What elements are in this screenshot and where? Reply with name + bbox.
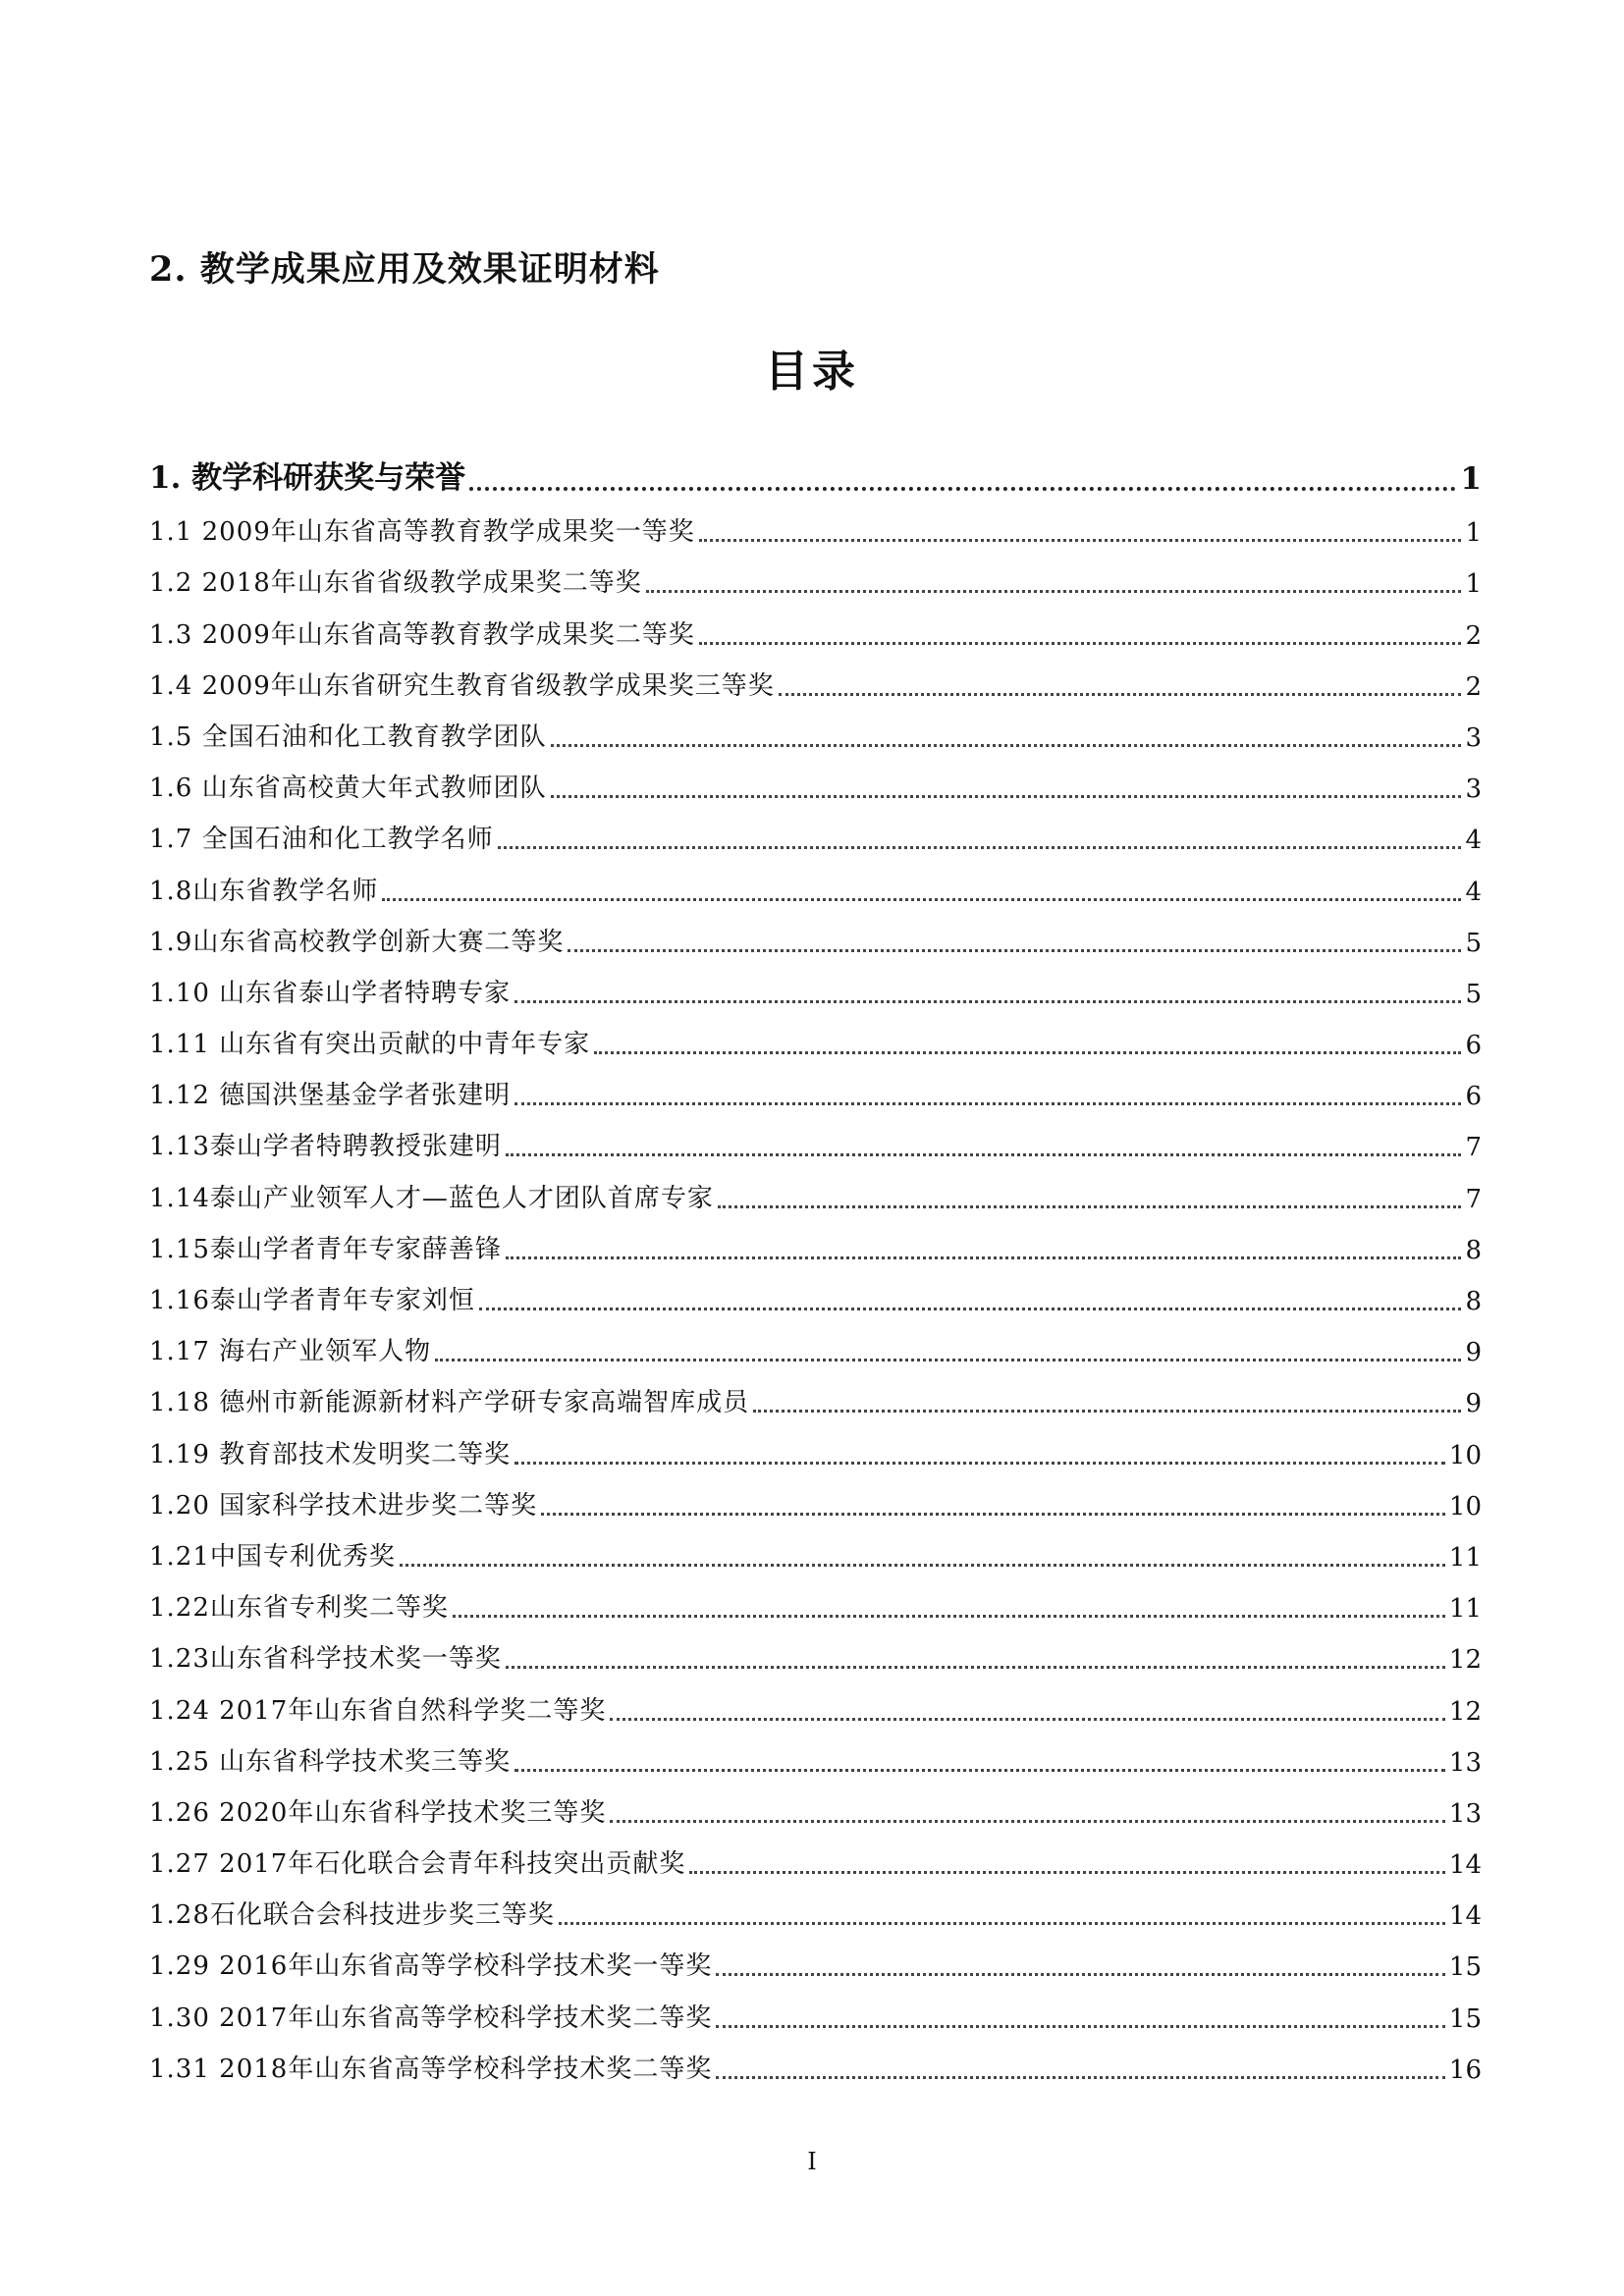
toc-page-number: 8 bbox=[1465, 1235, 1482, 1265]
toc-page-number: 16 bbox=[1448, 2055, 1482, 2085]
toc-entry[interactable] bbox=[149, 1731, 1482, 1782]
toc-dot-leader bbox=[514, 1769, 1445, 1772]
toc-dot-leader bbox=[610, 1718, 1445, 1721]
toc-dot-leader bbox=[568, 949, 1461, 952]
toc-entry-label: 1.17 海右产业领军人物 bbox=[149, 1337, 432, 1367]
toc-page-number: 2 bbox=[1465, 671, 1482, 702]
toc-entry[interactable] bbox=[149, 1679, 1482, 1730]
toc-entry[interactable] bbox=[149, 1935, 1482, 1986]
toc-page-number: 15 bbox=[1448, 2003, 1482, 2034]
toc-entry-label: 1. 教学科研获奖与荣誉 bbox=[149, 460, 466, 496]
toc-entry-label: 1.6 山东省高校黄大年式教师团队 bbox=[149, 774, 547, 804]
toc-main-entry[interactable] bbox=[149, 442, 1482, 501]
toc-page-number: 1 bbox=[1460, 461, 1482, 497]
toc-entry-label: 1.7 全国石油和化工教学名师 bbox=[149, 825, 494, 855]
toc-entry-label: 1.19 教育部技术发明奖二等奖 bbox=[149, 1439, 512, 1469]
toc-entry-label: 1.22山东省专利奖二等奖 bbox=[149, 1593, 449, 1624]
toc-entry[interactable] bbox=[149, 501, 1482, 552]
toc-entry-label: 1.31 2018年山东省高等学校科学技术奖二等奖 bbox=[149, 2054, 713, 2084]
toc-page-number: 7 bbox=[1465, 1133, 1482, 1163]
toc-entry[interactable] bbox=[149, 1525, 1482, 1576]
toc-entry-label: 1.30 2017年山东省高等学校科学技术奖二等奖 bbox=[149, 2002, 713, 2033]
toc-page-number: 2 bbox=[1465, 620, 1482, 651]
toc-entry[interactable] bbox=[149, 1986, 1482, 2037]
toc-entry-label: 1.16泰山学者青年专家刘恒 bbox=[149, 1286, 475, 1315]
toc-dot-leader bbox=[699, 642, 1462, 645]
toc-dot-leader bbox=[506, 1666, 1445, 1669]
toc-entry[interactable] bbox=[149, 1320, 1482, 1371]
toc-page-number: 14 bbox=[1448, 1901, 1482, 1932]
toc-page-number: 11 bbox=[1448, 1542, 1482, 1573]
toc-page-number: 12 bbox=[1448, 1645, 1482, 1676]
toc-entry[interactable] bbox=[149, 1884, 1482, 1935]
toc-page-number: 1 bbox=[1465, 518, 1482, 549]
toc-entry-label: 1.4 2009年山东省研究生教育省级教学成果奖三等奖 bbox=[149, 670, 775, 701]
section-heading: 2. 教学成果应用及效果证明材料 bbox=[149, 249, 660, 290]
toc-entry[interactable] bbox=[149, 1115, 1482, 1166]
toc-entry-label: 1.23山东省科学技术奖一等奖 bbox=[149, 1644, 502, 1675]
toc-dot-leader bbox=[716, 2076, 1445, 2079]
toc-page-number: 3 bbox=[1465, 722, 1482, 753]
toc-dot-leader bbox=[506, 1153, 1462, 1156]
toc-dot-leader bbox=[514, 1102, 1461, 1105]
toc-entry[interactable] bbox=[149, 1064, 1482, 1115]
toc-entry[interactable] bbox=[149, 1371, 1482, 1422]
toc-entry-label: 1.12 德国洪堡基金学者张建明 bbox=[149, 1081, 512, 1111]
toc-dot-leader bbox=[779, 693, 1462, 696]
toc-entry-label: 1.25 山东省科学技术奖三等奖 bbox=[149, 1746, 512, 1777]
toc-entry-label: 1.15泰山学者青年专家薛善锋 bbox=[149, 1234, 502, 1264]
toc-dot-leader bbox=[610, 1820, 1445, 1823]
toc-entry[interactable] bbox=[149, 1166, 1482, 1217]
toc-page-number: 11 bbox=[1448, 1594, 1482, 1625]
toc-page-number: 8 bbox=[1465, 1287, 1482, 1316]
toc-dot-leader bbox=[716, 1973, 1445, 1976]
toc-entry-label: 1.26 2020年山东省科学技术奖三等奖 bbox=[149, 1797, 607, 1828]
toc-dot-leader bbox=[514, 1000, 1461, 1003]
toc-entry[interactable] bbox=[149, 962, 1482, 1013]
toc-page-number: 12 bbox=[1448, 1696, 1482, 1727]
toc-dot-leader bbox=[689, 1871, 1445, 1874]
toc-entry[interactable] bbox=[149, 808, 1482, 859]
toc-dot-leader bbox=[716, 2025, 1445, 2028]
toc-entry-label: 1.1 2009年山东省高等教育教学成果奖一等奖 bbox=[149, 517, 695, 548]
toc-entry[interactable] bbox=[149, 552, 1482, 603]
table-of-contents bbox=[149, 442, 1482, 2089]
toc-entry-label: 1.10 山东省泰山学者特聘专家 bbox=[149, 978, 512, 1008]
toc-entry-label: 1.28石化联合会科技进步奖三等奖 bbox=[149, 1900, 555, 1931]
toc-page-number: 6 bbox=[1465, 1082, 1482, 1112]
toc-entry[interactable] bbox=[149, 1269, 1482, 1320]
toc-page-number: 15 bbox=[1448, 1952, 1482, 1983]
toc-page-number: 4 bbox=[1465, 826, 1482, 856]
toc-dot-leader bbox=[453, 1615, 1445, 1618]
toc-entry-label: 1.11 山东省有突出贡献的中青年专家 bbox=[149, 1030, 591, 1060]
toc-entry-label: 1.2 2018年山东省省级教学成果奖二等奖 bbox=[149, 568, 642, 599]
toc-dot-leader bbox=[594, 1051, 1461, 1054]
toc-entry[interactable] bbox=[149, 1833, 1482, 1884]
toc-dot-leader bbox=[506, 1256, 1462, 1259]
toc-dot-leader bbox=[435, 1359, 1461, 1362]
toc-dot-leader bbox=[551, 744, 1462, 747]
toc-entry[interactable] bbox=[149, 859, 1482, 910]
toc-dot-leader bbox=[699, 539, 1462, 542]
toc-dot-leader bbox=[718, 1205, 1462, 1208]
toc-page-number: 5 bbox=[1465, 928, 1482, 958]
toc-page-number: 14 bbox=[1448, 1850, 1482, 1881]
toc-entry[interactable] bbox=[149, 911, 1482, 962]
footer-page-number: I bbox=[807, 2148, 817, 2175]
toc-page-number: 6 bbox=[1465, 1031, 1482, 1061]
toc-dot-leader bbox=[469, 487, 1456, 491]
toc-entry-label: 1.14泰山产业领军人才—蓝色人才团队首席专家 bbox=[149, 1183, 714, 1213]
toc-page-number: 3 bbox=[1465, 774, 1482, 805]
toc-entry[interactable] bbox=[149, 603, 1482, 654]
toc-page-number: 13 bbox=[1448, 1798, 1482, 1829]
toc-dot-leader bbox=[498, 846, 1462, 849]
toc-page-number: 13 bbox=[1448, 1747, 1482, 1778]
toc-entry[interactable] bbox=[149, 1782, 1482, 1833]
toc-dot-leader bbox=[382, 898, 1461, 901]
toc-entry-label: 1.8山东省教学名师 bbox=[149, 876, 379, 906]
toc-entry-label: 1.18 德州市新能源新材料产学研专家高端智库成员 bbox=[149, 1388, 750, 1418]
toc-page-number: 4 bbox=[1465, 877, 1482, 907]
toc-entry-label: 1.5 全国石油和化工教育教学团队 bbox=[149, 721, 547, 752]
toc-entry-label: 1.27 2017年石化联合会青年科技突出贡献奖 bbox=[149, 1849, 686, 1880]
toc-dot-leader bbox=[551, 795, 1462, 798]
toc-entry-label: 1.21中国专利优秀奖 bbox=[149, 1541, 396, 1572]
toc-page-number: 9 bbox=[1465, 1389, 1482, 1419]
toc-entry[interactable] bbox=[149, 706, 1482, 757]
toc-entry[interactable] bbox=[149, 1474, 1482, 1525]
toc-entry[interactable] bbox=[149, 1422, 1482, 1473]
toc-dot-leader bbox=[514, 1462, 1445, 1465]
toc-entry-label: 1.9山东省高校教学创新大赛二等奖 bbox=[149, 927, 565, 957]
toc-entry-label: 1.3 2009年山东省高等教育教学成果奖二等奖 bbox=[149, 619, 695, 650]
toc-dot-leader bbox=[559, 1922, 1445, 1925]
toc-dot-leader bbox=[753, 1410, 1461, 1413]
toc-page-number: 10 bbox=[1448, 1491, 1482, 1522]
toc-entry[interactable] bbox=[149, 1576, 1482, 1628]
toc-page-number: 5 bbox=[1465, 979, 1482, 1009]
toc-page-number: 7 bbox=[1465, 1184, 1482, 1214]
toc-dot-leader bbox=[400, 1564, 1445, 1567]
toc-dot-leader bbox=[479, 1308, 1462, 1310]
toc-entry-label: 1.13泰山学者特聘教授张建明 bbox=[149, 1132, 502, 1162]
toc-entry[interactable] bbox=[149, 1013, 1482, 1064]
toc-dot-leader bbox=[541, 1513, 1445, 1516]
toc-dot-leader bbox=[646, 590, 1462, 593]
toc-entry-label: 1.20 国家科学技术进步奖二等奖 bbox=[149, 1490, 538, 1521]
toc-entry-label: 1.24 2017年山东省自然科学奖二等奖 bbox=[149, 1695, 607, 1726]
toc-entry[interactable] bbox=[149, 2038, 1482, 2089]
toc-entry[interactable] bbox=[149, 1628, 1482, 1679]
toc-entry[interactable] bbox=[149, 1218, 1482, 1269]
toc-page-number: 9 bbox=[1465, 1338, 1482, 1368]
toc-entry[interactable] bbox=[149, 655, 1482, 706]
page-title: 目录 bbox=[765, 347, 859, 397]
toc-page-number: 10 bbox=[1448, 1440, 1482, 1470]
toc-entry[interactable] bbox=[149, 757, 1482, 808]
toc-entry-label: 1.29 2016年山东省高等学校科学技术奖一等奖 bbox=[149, 1951, 713, 1982]
toc-page-number: 1 bbox=[1465, 569, 1482, 600]
